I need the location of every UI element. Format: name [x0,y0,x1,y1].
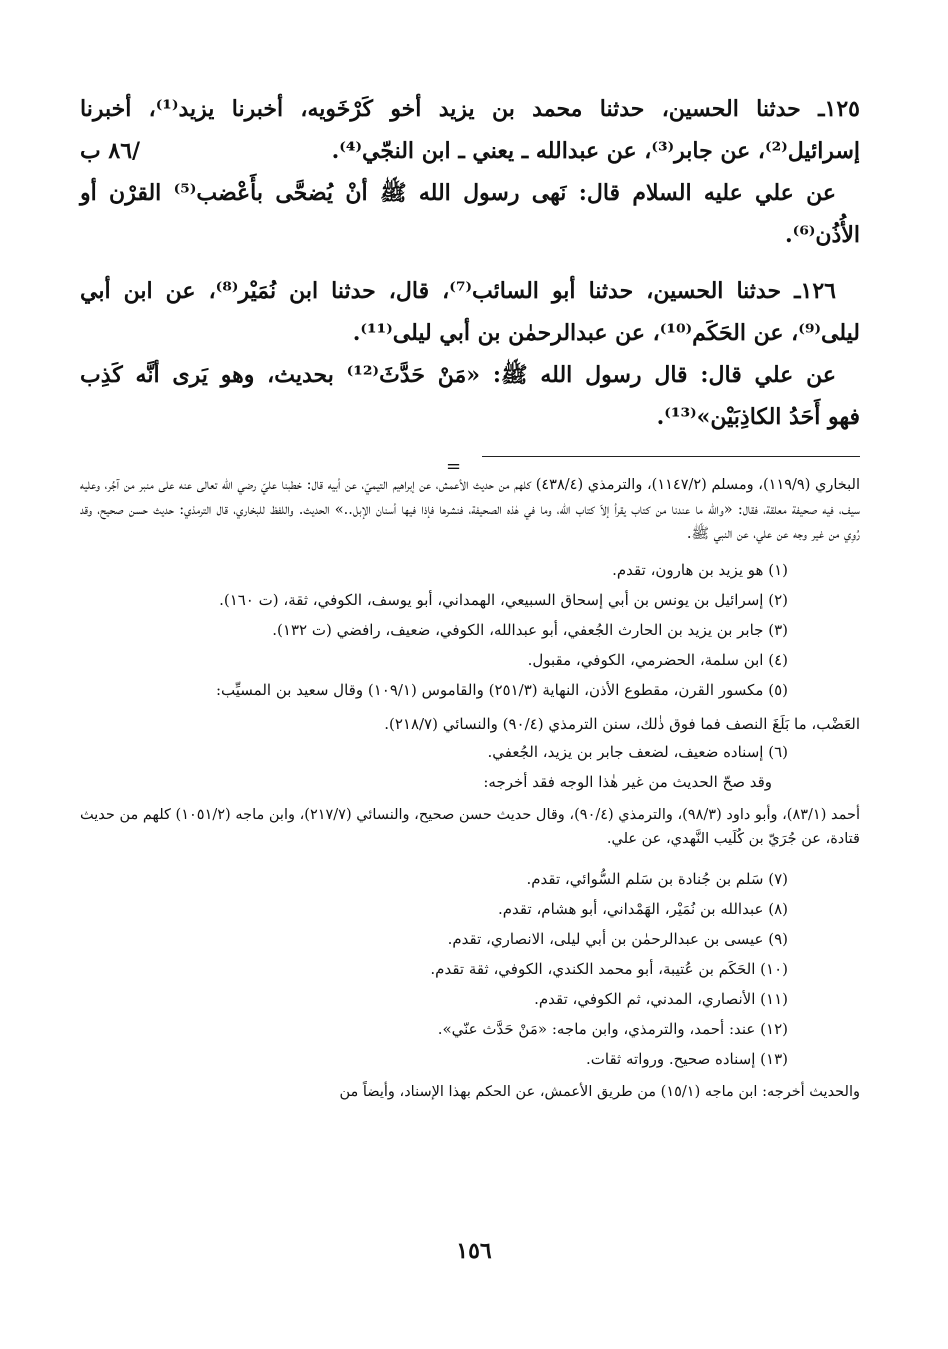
continuation-mark: = [446,456,462,477]
footnote-6-references: أحمد (٨٣/١)، وأبو داود (٩٨/٣)، والترمذي (٩٠/٤)، وقال حديث حسن صحيح، والنسائي (٢١٧/٧)، وابن ماجه (١٠٥١/٢) كلهم من حديث قتادة، عن جُرَيّ بن كُلَيب النَّهدي، عن علي. [80,806,860,847]
footnote-7: (٧) سَلم بن جُنادة بن سَلم السُّوائي، تقدم. [526,869,788,888]
footnote-4: (٤) ابن سلمة، الحضرمي، الكوفي، مقبول. [527,650,788,669]
footnote-2: (٢) إسرائيل بن يونس بن أبي إسحاق السبيعي، الهمداني، أبو يوسف، الكوفي، ثقة، (ت ١٦٠). [219,590,788,609]
final-note: والحديث أخرجه: ابن ماجه (١٥/١) من طريق الأعمش، عن الحكم بهذا الإسناد، وأيضاً من [339,1083,860,1100]
hadith-126-line-4: فهو أَحَدُ الكاذِبَيْن»⁽¹³⁾. [656,404,860,430]
hadith-125-line-3: عن علي عليه السلام قال: نَهى رسول الله ﷺ أنْ يُضحَّى بأَعْضب⁽⁵⁾ القرْن أو [80,180,836,206]
footnote-1: (١) هو يزيد بن هارون، تقدم. [612,560,788,579]
footnote-13: (١٣) إسناده صحيح. ورواته ثقات. [585,1049,788,1068]
footnote-10: (١٠) الحَكَم بن عُتيبة، أبو محمد الكندي، الكوفي، ثقة تقدم. [430,959,788,978]
footnote-5-continued: العَضْب، ما بَلَغَ النصف فما فوق ذٰلك، سنن الترمذي (٩٠/٤) والنسائي (٢١٨/٧). [384,714,860,733]
hadith-125 [80,88,860,256]
page-number: ١٥٦ [456,1238,492,1264]
footnote-continuation: البخاري (١١٩/٩)، ومسلم (١١٤٧/٢)، والترمذي (٤٣٨/٤) كلهم من حديث الأعمش، عن إبراهيم التيميّ، عن أبيه قال: خطبنا عليّ رضي الله تعالى عنه على منبر من آجُر، وعليه سيف، فيه صحيفة معلقة، فقال: «والله ما عندنا من كتاب يقرأ إلاّ كتاب الله، وما في هٰذه الصحيفة، فنشرها فإذا فيها أسنان الإبل..» الحديث. واللفظ للبخاري، قال الترمذي: حديث حسن صحيح، وقد رُوِي من غير وجه عن علي، عن النبي ﷺ. [80,477,860,542]
footnote-6-line-2: وقد صحّ الحديث من غير هٰذا الوجه فقد أخرجه: [483,772,772,791]
footnote-6 [80,737,860,797]
footnote-12: (١٢) عند: أحمد، والترمذي، وابن ماجه: «مَنْ حَدَّث عنّي». [437,1019,788,1038]
hadith-126-line-1: ١٢٦ـ حدثنا الحسين، حدثنا أبو السائب⁽⁷⁾، قال، حدثنا ابن نُمَيْر⁽⁸⁾، عن ابن أبي [80,278,836,304]
hadith-125-line-1: ١٢٥ـ حدثنا الحسين، حدثنا محمد بن يزيد أخو كَرْخَويه، أخبرنا يزيد⁽¹⁾، أخبرنا [80,96,860,122]
footnote-3: (٣) جابر بن يزيد بن الحارث الجُعفي، أبو عبدالله، الكوفي، ضعيف، رافضي (ت ١٣٢). [272,620,788,639]
hadith-126-line-2: ليلى⁽⁹⁾، عن الحَكَم⁽¹⁰⁾، عن عبدالرحمٰن بن أبي ليلى⁽¹¹⁾. [352,320,860,346]
hadith-125-line-4: الأُذُن⁽⁶⁾. [784,222,860,248]
footnote-9: (٩) عيسى بن عبدالرحمٰن بن أبي ليلى، الانصاري، تقدم. [447,929,788,948]
footnotes [80,473,860,1104]
hadith-126 [80,270,860,438]
hadith-125-line-2 [80,130,860,172]
footnote-6-line-1: (٦) إسناده ضعيف، لضعف جابر بن يزيد، الجُعفي. [487,742,788,761]
footnote-divider [446,456,860,477]
notes-list-b [80,864,860,1074]
footnote-5: (٥) مكسور القرن، مقطوع الأذن، النهاية (٢٥١/٣) والقاموس (١٠٩/١) وقال سعيد بن المسيِّب: [215,680,788,699]
folio-marker: /٨٦ ب [80,138,141,164]
notes-list-a [80,555,860,705]
footnote-8: (٨) عبدالله بن نُمَيْر، الهَمْداني، أبو هشام، تقدم. [498,899,788,918]
hadith-126-line-3: عن علي قال: قال رسول الله ﷺ: «مَنْ حَدَّثَ⁽¹²⁾ بحديث، وهو يَرى أنَّه كَذِب [80,362,836,388]
hadith-125-line-2-text: إسرائيل⁽²⁾، عن جابر⁽³⁾، عن عبدالله ـ يعني ـ ابن النجّي⁽⁴⁾. [331,138,860,164]
footnote-11: (١١) الأنصاري، المدني، ثم الكوفي، تقدم. [534,989,788,1008]
page-body [80,88,860,1104]
